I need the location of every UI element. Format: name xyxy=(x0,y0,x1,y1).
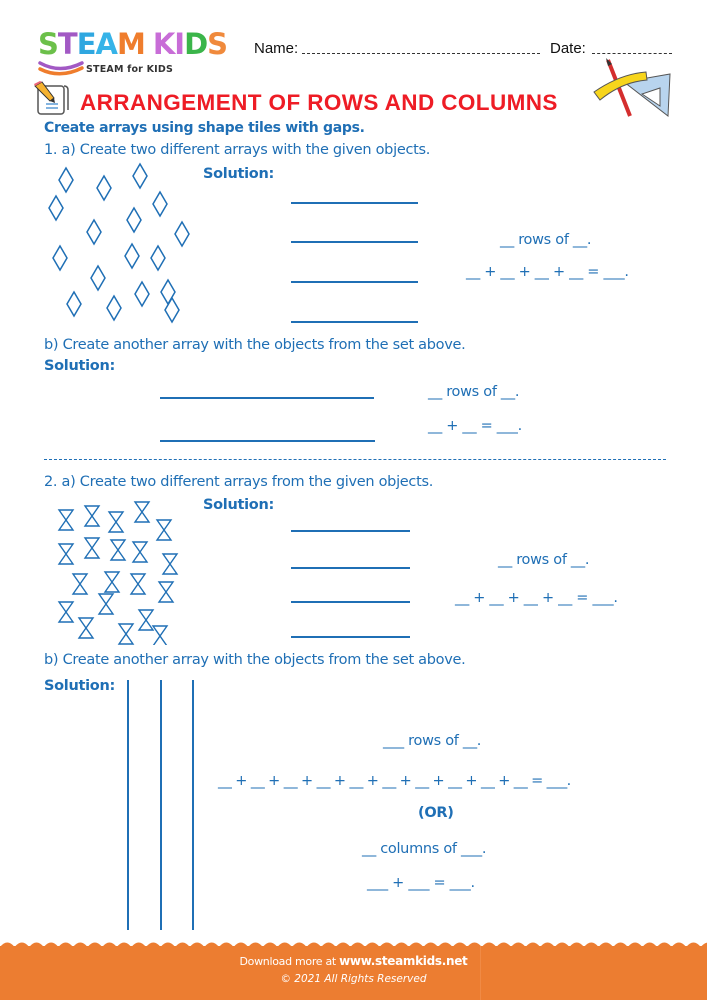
q1a-rows-text: __ rows of __. xyxy=(500,232,592,248)
hourglass-shape-icon xyxy=(99,594,113,614)
q2a-answer-line-3[interactable] xyxy=(291,601,410,603)
q2b-column-line-1[interactable] xyxy=(127,680,129,930)
diamond-shape-icon xyxy=(53,246,67,270)
hourglass-shape-icon xyxy=(131,574,145,594)
q1a-answer-line-3[interactable] xyxy=(291,281,418,283)
q1a-sum-text: __ + __ + __ + __ = ___. xyxy=(466,264,629,280)
name-field[interactable] xyxy=(302,53,540,54)
q2a-answer-line-1[interactable] xyxy=(291,530,410,532)
q1a-answer-line-2[interactable] xyxy=(291,241,418,243)
hourglass-shape-icon xyxy=(119,624,133,644)
diamond-shapes-group xyxy=(40,160,200,330)
q1b-answer-line-2[interactable] xyxy=(160,440,375,442)
q1b-prompt: b) Create another array with the objects from the set above. xyxy=(44,337,466,353)
q2a-answer-line-4[interactable] xyxy=(291,636,410,638)
hourglass-shape-icon xyxy=(135,502,149,522)
q2b-column-line-3[interactable] xyxy=(192,680,194,930)
logo-letter: K xyxy=(152,27,175,61)
q2b-prompt: b) Create another array with the objects from the set above. xyxy=(44,652,466,668)
name-label: Name: xyxy=(254,40,299,57)
diamond-shape-icon xyxy=(175,222,189,246)
diamond-shape-icon xyxy=(67,292,81,316)
q2b-solution-label: Solution: xyxy=(44,678,115,694)
diamond-shape-icon xyxy=(151,246,165,270)
q2b-columns-text: __ columns of ___. xyxy=(362,841,487,857)
logo-letter: S xyxy=(38,27,58,61)
q1a-answer-line-1[interactable] xyxy=(291,202,418,204)
q2b-or-text: (OR) xyxy=(418,805,454,821)
diamond-shape-icon xyxy=(87,220,101,244)
q1a-prompt: 1. a) Create two different arrays with the given objects. xyxy=(44,142,431,158)
date-label: Date: xyxy=(550,40,586,57)
hourglass-shape-icon xyxy=(59,544,73,564)
logo-letter: E xyxy=(76,27,96,61)
q1b-sum-text: __ + __ = ___. xyxy=(428,418,522,434)
diamond-shape-icon xyxy=(133,164,147,188)
logo-letter: T xyxy=(57,27,77,61)
instructions-text: Create arrays using shape tiles with gaps. xyxy=(44,120,365,136)
hourglass-shape-icon xyxy=(153,626,167,645)
hourglass-shape-icon xyxy=(109,512,123,532)
logo-swoosh-icon xyxy=(38,60,84,76)
diamond-shape-icon xyxy=(107,296,121,320)
diamond-shape-icon xyxy=(153,192,167,216)
q2a-solution-label: Solution: xyxy=(203,497,274,513)
diamond-shape-icon xyxy=(127,208,141,232)
q2a-sum-text: __ + __ + __ + __ = ___. xyxy=(455,590,618,606)
q2a-prompt: 2. a) Create two different arrays from the given objects. xyxy=(44,474,434,490)
ruler-setsquare-icon xyxy=(592,56,680,120)
diamond-shape-icon xyxy=(91,266,105,290)
section-divider xyxy=(44,459,666,460)
logo-letter: S xyxy=(207,27,228,61)
q2b-sum-text: __ + __ + __ + __ + __ + __ + __ + __ + __ + __ = ___. xyxy=(218,773,571,789)
hourglass-shape-icon xyxy=(59,602,73,622)
q1b-rows-text: __ rows of __. xyxy=(428,384,520,400)
hourglass-shape-icon xyxy=(105,572,119,592)
logo-letter: D xyxy=(184,27,208,61)
hourglass-shape-icon xyxy=(133,542,147,562)
hourglass-shape-icon xyxy=(139,610,153,630)
logo-tagline: STEAM for KIDS xyxy=(86,64,174,75)
hourglass-shape-icon xyxy=(159,582,173,602)
page-title: ARRANGEMENT OF ROWS AND COLUMNS xyxy=(80,90,558,115)
logo-wordmark xyxy=(38,27,228,61)
diamond-shape-icon xyxy=(59,168,73,192)
q2b-column-line-2[interactable] xyxy=(160,680,162,930)
hourglass-shape-icon xyxy=(85,506,99,526)
footer-copyright: © 2021 All Rights Reserved xyxy=(280,973,427,985)
hourglass-shape-icon xyxy=(73,574,87,594)
footer-download-prefix: Download more at xyxy=(239,955,336,968)
steam-kids-logo xyxy=(38,27,238,76)
hourglass-shape-icon xyxy=(111,540,125,560)
hourglass-shape-icon xyxy=(59,510,73,530)
q2b-rows-text: ___ rows of __. xyxy=(383,733,482,749)
hourglass-shape-icon xyxy=(85,538,99,558)
date-field[interactable] xyxy=(592,53,672,54)
q1b-answer-line-1[interactable] xyxy=(160,397,374,399)
logo-letter: A xyxy=(95,27,117,61)
logo-letter: M xyxy=(116,27,145,61)
hourglass-shape-icon xyxy=(163,554,177,574)
logo-letter: I xyxy=(174,27,185,61)
diamond-shape-icon xyxy=(49,196,63,220)
diamond-shape-icon xyxy=(97,176,111,200)
hourglass-shapes-group xyxy=(40,500,190,645)
footer-url-link[interactable]: www.steamkids.net xyxy=(339,954,468,968)
q2a-rows-text: __ rows of __. xyxy=(498,552,590,568)
q1a-answer-line-4[interactable] xyxy=(291,321,418,323)
hourglass-shape-icon xyxy=(79,618,93,638)
pencil-paper-icon xyxy=(32,80,72,116)
footer-download-line xyxy=(0,954,707,968)
q1b-solution-label: Solution: xyxy=(44,358,115,374)
diamond-shape-icon xyxy=(125,244,139,268)
q1a-solution-label: Solution: xyxy=(203,166,274,182)
hourglass-shape-icon xyxy=(157,520,171,540)
q2b-columns-sum: ___ + ___ = ___. xyxy=(367,875,475,891)
diamond-shape-icon xyxy=(135,282,149,306)
q2a-answer-line-2[interactable] xyxy=(291,567,410,569)
